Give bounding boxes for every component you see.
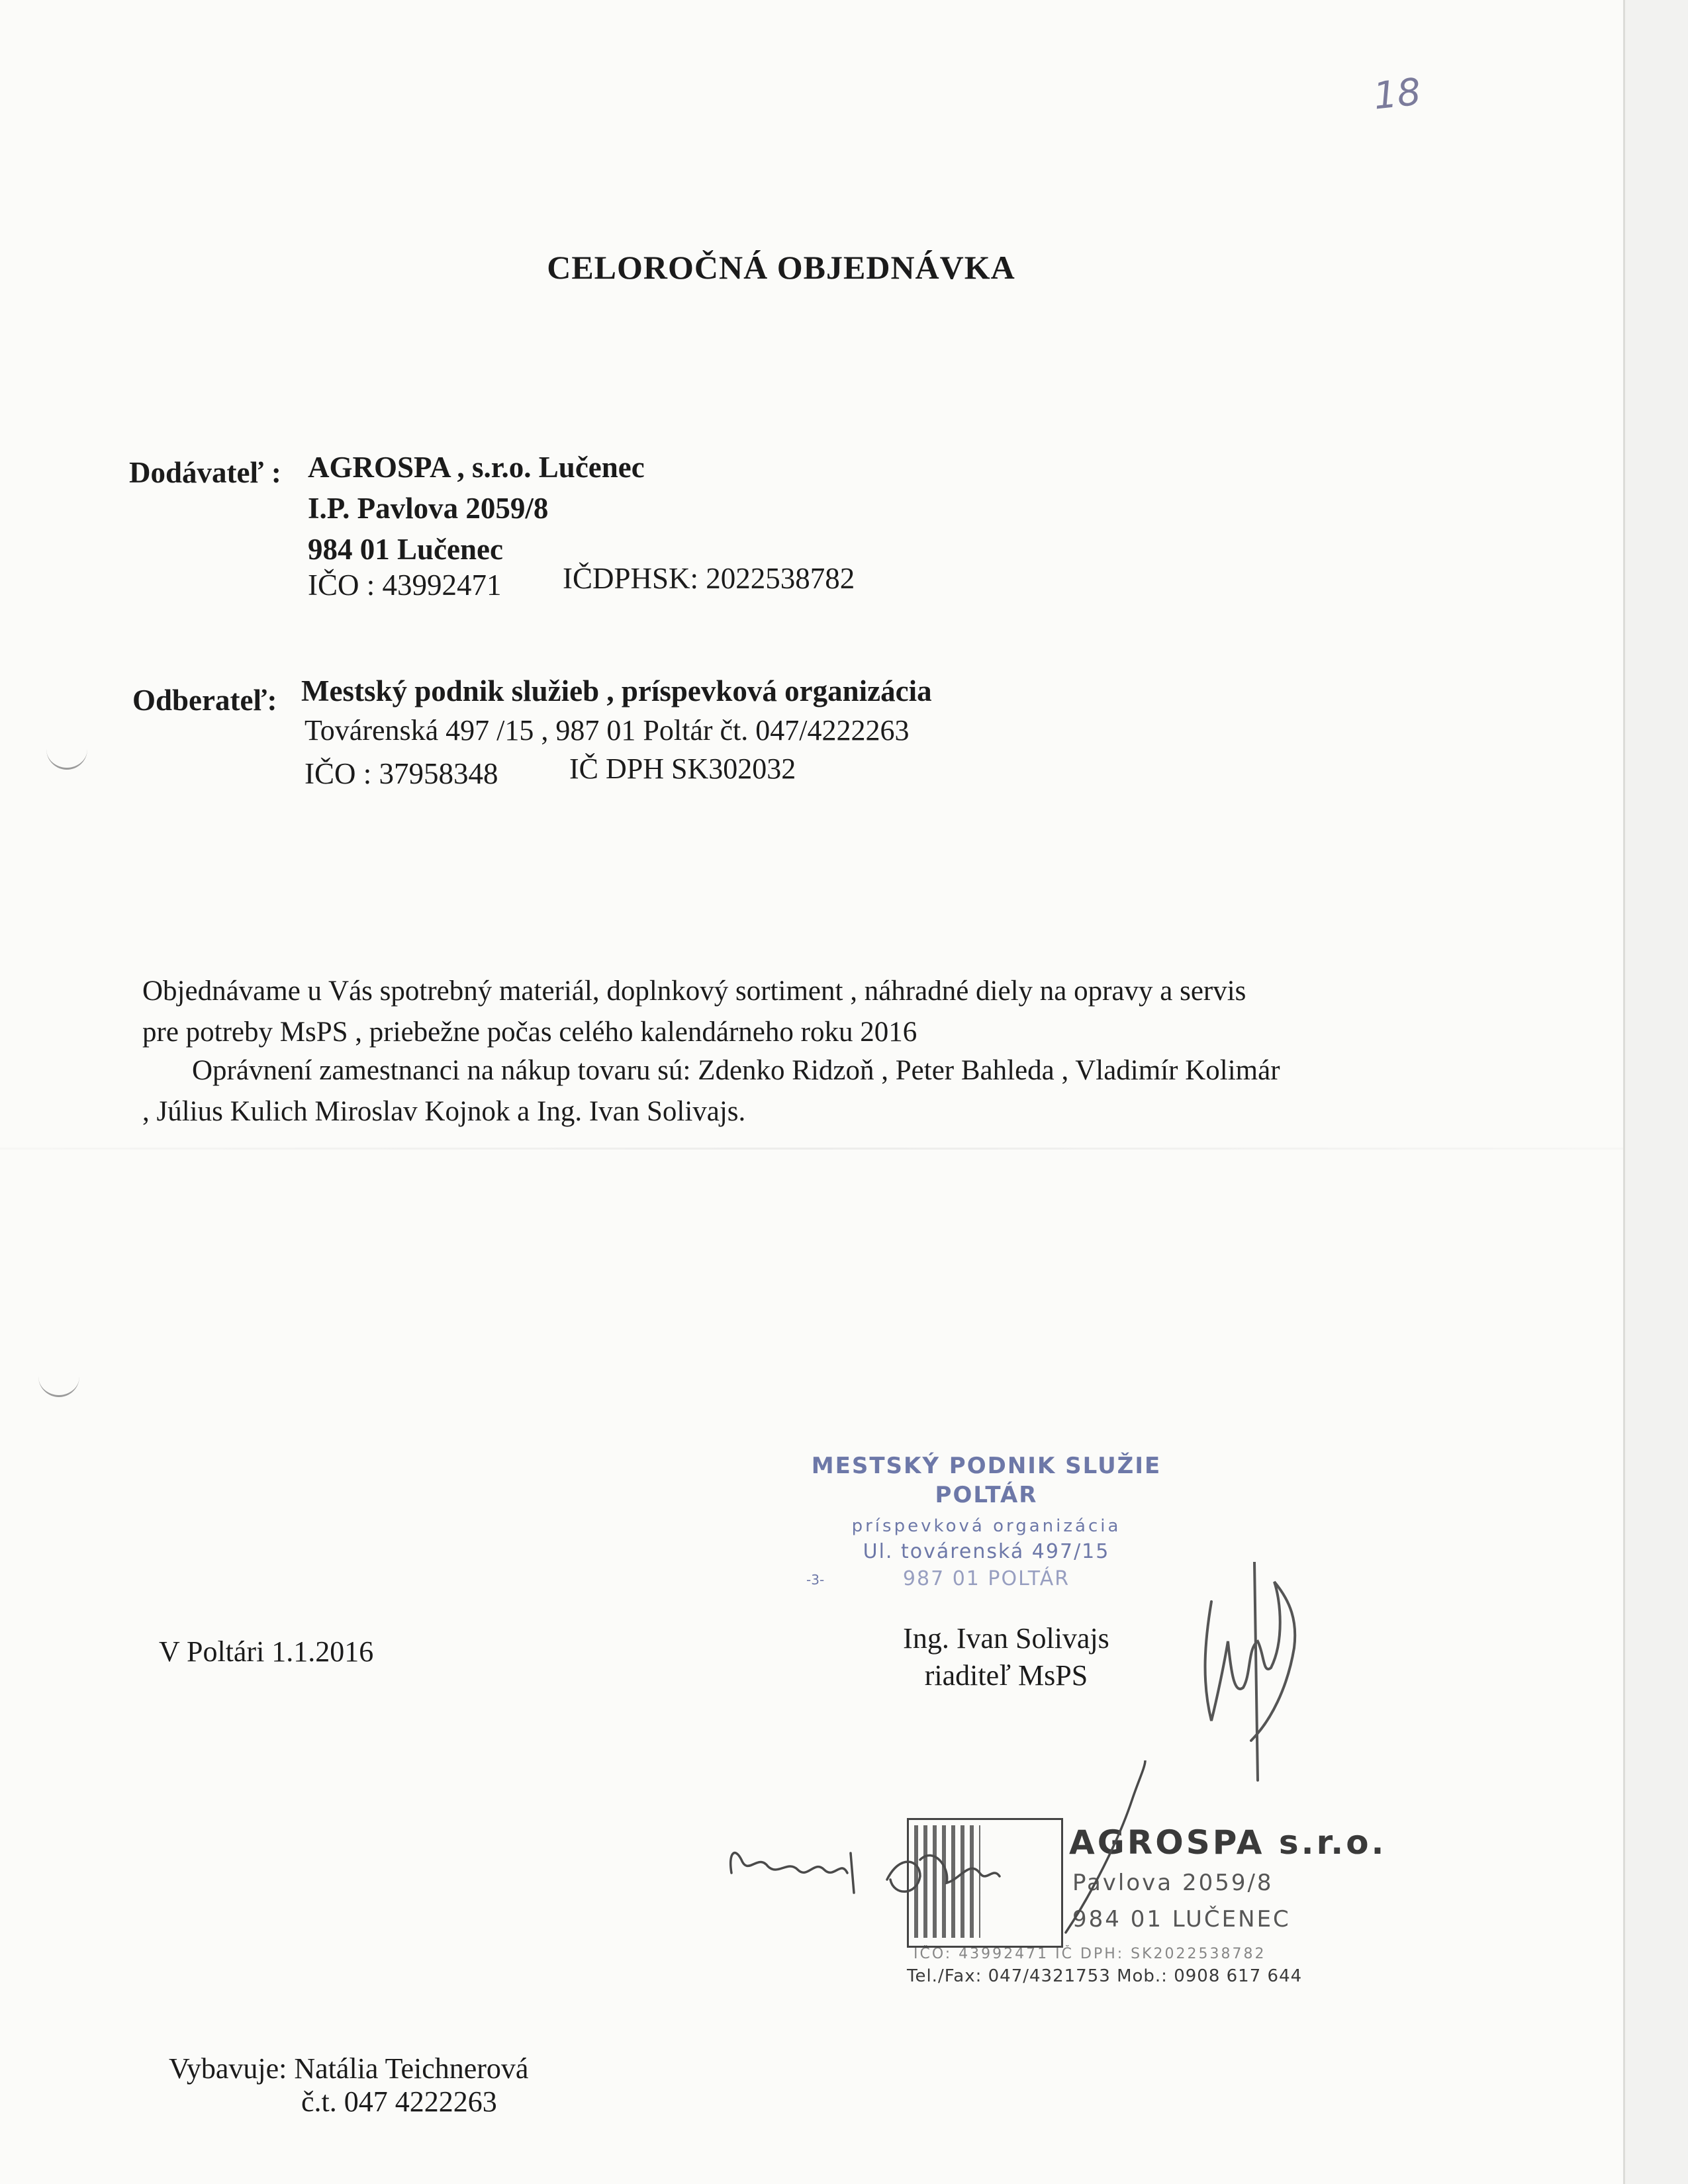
body-line-3: Oprávnení zamestnanci na nákup tovaru sú: Zdenko Ridzoň , Peter Bahleda , Vladimír Kolimár [192,1055,1280,1086]
place-date: V Poltári 1.1.2016 [159,1635,374,1668]
supplier-signature [722,1760,1331,1946]
body-line-1: Objednávame u Vás spotrebný materiál, doplnkový sortiment , náhradné diely na opravy a servis [142,976,1246,1007]
customer-icdph: IČ DPH SK302032 [569,752,796,785]
body-line-4: , Július Kulich Miroslav Kojnok a Ing. Ivan Solivajs. [142,1096,746,1127]
document-title: CELOROČNÁ OBJEDNÁVKA [547,249,1015,286]
stamp-number: -3- [806,1572,825,1588]
stamp-line-5: 987 01 POLTÁR [902,1567,1070,1590]
page-number: 18 [1371,70,1423,118]
stamp-line-2: POLTÁR [935,1482,1038,1508]
agrospa-stamp-ids: IČO: 43992471 IČ DPH: SK2022538782 [914,1946,1266,1962]
punch-hole-mark [46,741,87,770]
signatory-role: riaditeľ MsPS [924,1659,1088,1692]
issuer-phone: č.t. 047 4222263 [301,2085,497,2118]
agrospa-stamp-name: AGROSPA s.r.o. [1069,1823,1387,1862]
customer-label: Odberateľ: [132,684,277,717]
msps-stamp [781,1453,1192,1590]
supplier-ico: IČO : 43992471 [308,569,502,602]
supplier-label: Dodávateľ : [129,456,281,489]
supplier-name: AGROSPA , s.r.o. Lučenec [308,451,645,484]
agrospa-stamp-city: 984 01 LUČENEC [1072,1906,1291,1933]
supplier-street: I.P. Pavlova 2059/8 [308,492,549,525]
stamp-line-4: Ul. továrenská 497/15 [863,1540,1110,1563]
customer-address: Továrenská 497 /15 , 987 01 Poltár čt. 047/4222263 [305,714,910,747]
body-line-2: pre potreby MsPS , priebežne počas celého kalendárneho roku 2016 [142,1017,917,1048]
customer-name: Mestský podnik služieb , príspevková organizácia [301,674,932,707]
issuer-label: Vybavuje: Natália Teichnerová [169,2052,529,2085]
punch-hole-mark [38,1369,79,1397]
customer-ico: IČO : 37958348 [305,757,498,790]
scan-edge [1623,0,1688,2184]
agrospa-stamp-street: Pavlova 2059/8 [1072,1870,1274,1896]
agrospa-stamp-tel: Tel./Fax: 047/4321753 Mob.: 0908 617 644 [907,1966,1303,1986]
signatory-block [834,1620,1178,1694]
supplier-city: 984 01 Lučenec [308,533,503,566]
stamp-line-1: MESTSKÝ PODNIK SLUŽIE [811,1453,1162,1479]
fold-line [0,1148,1623,1150]
stamp-line-3: príspevková organizácia [851,1516,1121,1536]
director-signature [1165,1562,1337,1787]
supplier-icdph: IČDPHSK: 2022538782 [563,562,855,595]
signatory-name: Ing. Ivan Solivajs [903,1622,1109,1655]
